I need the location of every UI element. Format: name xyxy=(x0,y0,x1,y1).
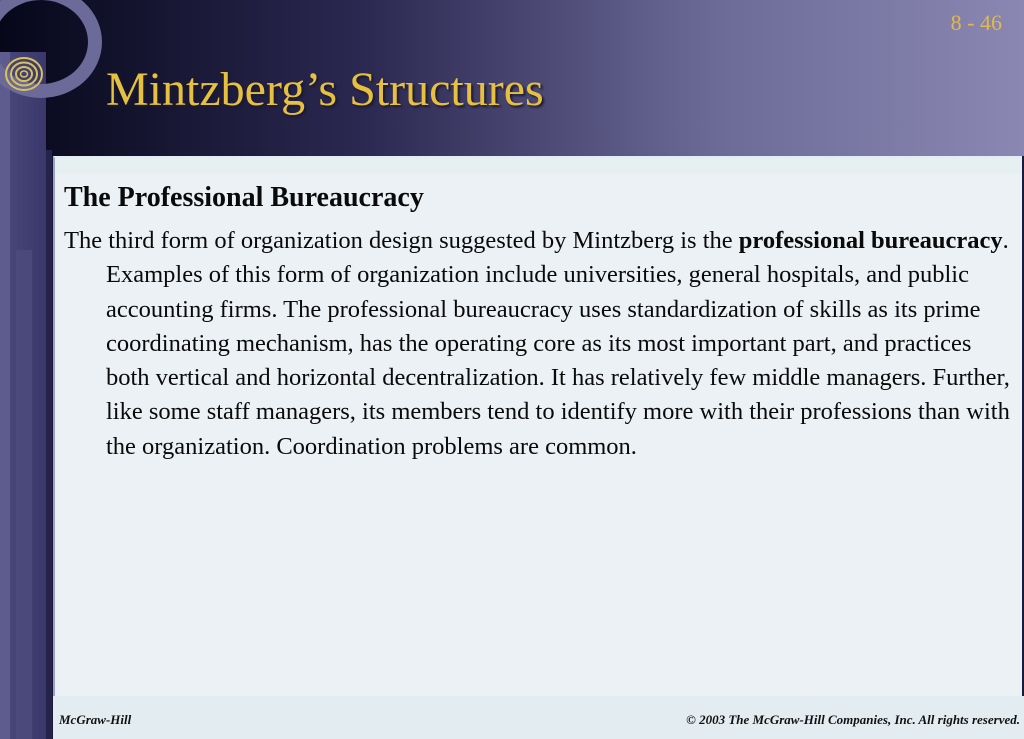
footer-copyright: © 2003 The McGraw-Hill Companies, Inc. All rights reserved. xyxy=(686,712,1020,727)
section-subheading: The Professional Bureaucracy xyxy=(64,182,424,213)
content-top-strip xyxy=(55,158,1022,174)
decorative-bar xyxy=(0,52,10,739)
decorative-bar xyxy=(16,250,32,739)
slide-title: Mintzberg’s Structures xyxy=(106,63,544,116)
slide-footer xyxy=(53,696,1024,739)
content-area xyxy=(53,156,1022,696)
body-paragraph xyxy=(64,224,1014,464)
paragraph-text: The third form of organization design suggested by Mintzberg is the xyxy=(64,227,739,254)
page-number: 8 - 46 xyxy=(950,10,1002,35)
concentric-circles-icon xyxy=(4,56,44,92)
bold-term: professional bureaucracy xyxy=(738,227,1003,254)
paragraph-text: . Examples of this form of organization include universities, general hospitals, and public accounting firms. The professional bureaucracy uses standardization of skills as its prime coordinating mechanism, has the operating core as its most important part, and practices both vertical and horizontal decentralization. It has relatively few middle managers. Further, like some staff managers, its members tend to identify more with their professions than with the organization. Coordination problems are common. xyxy=(106,227,1010,460)
footer-publisher: McGraw-Hill xyxy=(59,712,132,727)
decorative-bar xyxy=(46,150,52,739)
